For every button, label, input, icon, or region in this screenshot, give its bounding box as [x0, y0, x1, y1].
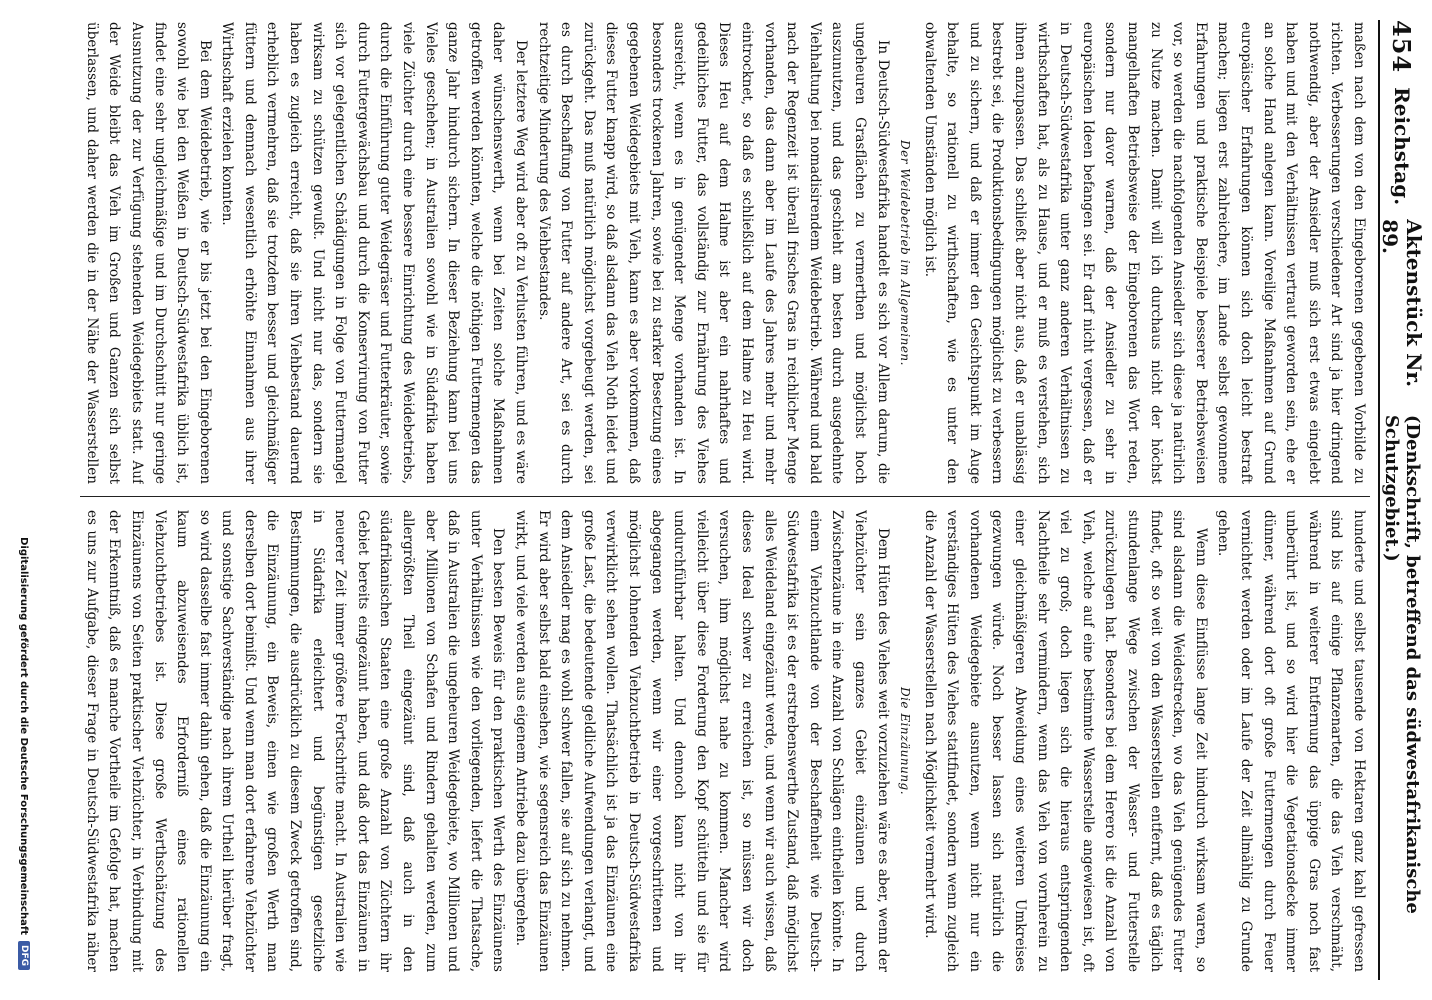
- paragraph: Der letztere Weg wird aber oft zu Verlusten führen, und es wäre daher wünschenswerth, wenn bei Zeiten solche Maßnahmen getroffen werden könnten, welche die nöthigen Futtermengen das ganze Jahr hindurch sichern. In dieser Beziehung kann bei uns Vieles geschehen; in Australien sowohl wie in Südafrika haben viele Züchter durch eine bessere Einrichtung des Weidebetriebs, durch die Einführung guter Weidegräser und Futterkräuter, sowie durch Futtergewächsbau und durch die Konservirung von Futter sich vor gelegentlichen Schädigungen in Folge von Futtermangel wirksam zu schützen gewußt. Und nicht nur das, sondern sie haben es zugleich erreicht, daß sie ihren Viehbestand dauernd erheblich vermehren, daß sie trotzdem besser und gleichmäßiger füttern und demnach wesentlich erhöhte Einnahmen aus ihrer Wirthschaft erzielen konnten.: [219, 22, 530, 484]
- paragraph: In Deutsch-Südwestafrika handelt es sich vor Allem darum, die ungeheuren Grasflächen zu vermerthen und möglichst hoch auszunutzen, und das geschieht am besten durch ausgedehnte Viehhaltung bei nomadisirendem Weidebetrieb. Während und bald nach der Regenzeit ist überall frisches Gras in reichlicher Menge vorhanden, das dann aber im Laufe des Jahres mehr und mehr eintrocknet, so daß es schließlich auf dem Halme zu Heu wird. Dieses Heu auf dem Halme ist aber ein nahrhaftes und gedeihliches Futter, das vollständig zur Ernährung des Viehes ausreicht, wenn es in genügender Menge vorhanden ist. In besonders trockenen Jahren, sowie bei zu starker Besetzung eines gegebenen Weidegebiets mit Vieh, kann es aber vorkommen, daß dieses Futter knapp wird, so daß alsdann das Vieh Noth leidet und zurückgeht. Das muß natürlich möglichst vorgebeugt werden, sei es durch Beschaffung von Futter auf andere Art, sei es durch rechtzeitige Minderung des Viehbestandes.: [535, 22, 891, 484]
- paragraph: Wenn diese Einflüsse lange Zeit hindurch wirksam waren, so sind alsdann die Weidestrecken, wo das Vieh genügendes Futter findet, oft so weit von den Wasserstellen entfernt, daß es täglich stundenlange Wege zwischen der Wasser- und Futterstelle zurückzulegen hat. Besonders bei dem Herero ist die Anzahl von Vieh, welche auf eine bestimmte Wasserstelle angewiesen ist, oft viel zu groß; doch liegen sich die hieraus entspringenden Nachtheile sehr vermindern, wenn das Vieh von vornherein zu einer gleichmäßigeren Abweidung eines weiteren Umkreises gezwungen würde. Noch besser lassen sich natürlich die vorhandenen Weidegebiete ausnutzen, wenn nicht nur ein verständiges Hüten des Viehes stattfindet, sondern wenn zugleich die Anzahl der Wasserstellen nach Möglichkeit vermehrt wird.: [921, 510, 1209, 972]
- text-column-right: [80, 510, 1370, 972]
- document-subject: (Denkschrift, betreffend das südwestafrikanische Schutzgebiet.): [1381, 414, 1423, 914]
- page-number: 454: [1387, 20, 1417, 74]
- paragraph: Bei dem Weidebetrieb, wie er bis jetzt bei den Eingeborenen sowohl wie bei den Weißen in Deutsch-Südwestafrika üblich ist, findet eine sehr ungleichmäßige und im Durchschnitt nur geringe Ausnutzung der zur Verfügung stehenden Weidegebiets statt. Auf der Weide bleibt das Vieh im Großen und Ganzen sich selbst überlassen, und daher werden die in der Nähe der Wasserstellen: [83, 22, 213, 484]
- section-heading: Die Einzäunung.: [898, 686, 913, 796]
- section-heading: Der Weidebetrieb im Allgemeinen.: [898, 140, 913, 366]
- digitization-footer: [14, 30, 34, 970]
- paragraph: maßen nach dem von den Eingeborenen gegebenen Vorbilde zu richten. Verbesserungen verschiedener Art sind ja hier dringend nothwendig, aber der Ansiedler muß sich erst etwas eingelebt haben und mit den Verhältnissen vertraut geworden sein, ehe er an solche Hand anlegen kann. Voreilige Maßnahmen auf Grund europäischer Erfahrungen können sich doch leicht bestraft machen; liegen erst zahlreichere, im Lande selbst gewonnene Erfahrungen und praktische Beispiele besserer Betriebsweisen vor, so werden die nachfolgenden Ansiedler sich diese ja natürlich zu Nutze machen. Damit will ich durchaus nicht der höchst mangelhaften Betriebsweise der Eingeborenen das Wort reden, sondern nur davor warnen, daß der Ansiedler zu sehr in europäischen Ideen befangen sei. Er darf nicht vergessen, daß er in Deutsch-Südwestafrika unter ganz anderen Verhältnissen zu wirthschaften hat, als zu Hause, und er muß es verstehen, sich ihnen anzupassen. Das schließt aber nicht aus, daß er unablässig bestrebt sei, die Produktionsbedingungen möglichst zu verbessern und zu sichern, und daß er immer den Gesichtspunkt im Auge behalte, so rationell zu wirthschaften, wie es unter den obwaltenden Umständen möglich ist.: [921, 22, 1367, 484]
- running-title: Reichstag.: [1390, 87, 1414, 206]
- paragraph: Den besten Beweis für den praktischen Werth des Einzäunens unter Verhältnissen wie den vorliegenden, liefert die Thatsache, daß in Australien die ungeheuren Weidegebiete, wo Millionen und aber Millionen von Schafen und Rindern gehalten werden, zum allergrößten Theil eingezäunt sind, daß auch in den südafrikanischen Staaten eine große Anzahl von Züchtern ihr Gebiet bereits eingezäunt haben, und daß dort das Einzäunen in neuerer Zeit immer größere Fortschritte macht. In Australien wie in Südafrika erleichtert und begünstigen gesetzliche Bestimmungen, die ausdrücklich zu diesem Zweck getroffen sind, die Einzäunung, ein Beweis, einen wie großen Werth man derselben dort beimißt. Und wenn man dort erfahrene Viehzüchter und sonstige Sachverständige nach ihrem Urtheil hierüber fragt, so wird dasselbe fast immer dahin gehen, daß die Einzäunung ein kaum abzuweisendes Erforderniß eines rationellen Viehzuchtbetriebes ist. Diese große Werthschätzung des Einzäunens von Seiten praktischer Viehzüchter, in Verbindung mit der Erkenntniß, daß es manche Vortheile im Gefolge hat, machen es uns zur Aufgabe, dieser Frage in Deutsch-Südwestafrika näher: [83, 510, 507, 972]
- digitization-note: Digitalisierung gefördert durch die Deutsche Forschungsgemeinschaft: [18, 537, 30, 935]
- header-rule: [1378, 20, 1380, 980]
- dfg-logo: DFG: [18, 941, 30, 970]
- paragraph: hunderte und selbst tausende von Hektaren ganz kahl gefressen sind bis auf einige Pflanzenarten, die das Vieh verschmäht, während in weiterer Entfernung das üppige Gras noch fast unberührt ist, und so wird hier die Vegetationsdecke immer dünner, während dort oft große Futtermengen durch Feuer vernichtet werden oder im Laufe der Zeit allmählig zu Grunde gehen.: [1215, 510, 1367, 972]
- column-divider: [80, 496, 1370, 497]
- page-header: [1378, 20, 1426, 980]
- paragraph: Dem Hüten des Viehes weit vorzuziehen wäre es aber, wenn der Viehzüchter sein ganzes Gebiet einzäunen und durch Zwischenzäune in eine Anzahl von Schlägen eintheilen könnte. In einem Viehzuchtlande von der Beschaffenheit wie Deutsch-Südwestafrika ist es der erstrebenswerthe Zustand, daß möglichst alles Weideland eingezäunt werde, und wenn wir auch wissen, daß dieses Ideal schwer zu erreichen ist, so müssen wir doch versuchen, ihm möglichst nahe zu kommen. Mancher wird vielleicht über diese Forderung den Kopf schütteln und sie für undurchführbar halten. Und dennoch kann nicht von ihr abgegangen werden, wenn wir einer vorgeschrittenen und möglichst lohnenden Viehzuchtbetrieb in Deutsch-Südwestafrika verwirklicht sehen wollen. Thatsächlich ist ja das Einzäunen eine große Last, die bedeutende geldliche Aufwendungen verlangt, und dem Ansiedler mag es wohl schwer fallen, sie auf sich zu nehmen. Er wird aber selbst bald einsehen, wie segensreich das Einzäunen wirkt, und viele werden aus eigenem Antriebe dazu übergehen.: [513, 510, 891, 972]
- text-column-left: [80, 22, 1370, 484]
- document-reference: Aktenstück Nr. 89.: [1378, 219, 1426, 388]
